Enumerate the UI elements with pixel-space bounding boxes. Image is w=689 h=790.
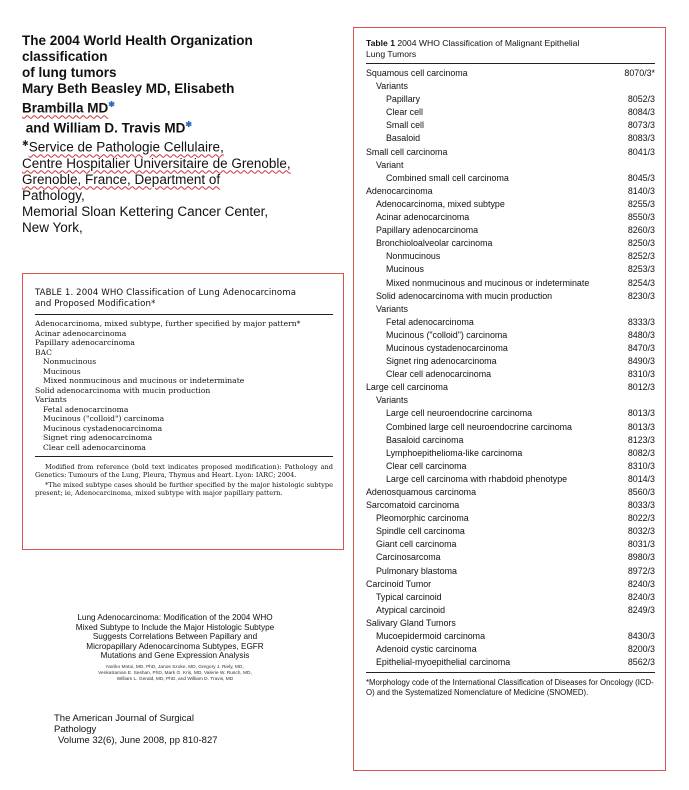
article-title-line: Mutations and Gene Expression Analysis bbox=[100, 651, 250, 661]
table-row: BAC bbox=[35, 347, 52, 357]
table-row bbox=[366, 565, 655, 578]
tumor-name: Fetal adenocarcinoma bbox=[386, 316, 474, 327]
tumor-name: Mixed nonmucinous and mucinous or indeterminate bbox=[386, 277, 590, 288]
table-row bbox=[366, 185, 655, 198]
tumor-name: Adenocarcinoma, mixed subtype bbox=[376, 198, 505, 209]
icd-o-code: 8073/3 bbox=[627, 120, 655, 131]
affiliation-marker-icon: ✱ bbox=[108, 100, 115, 109]
affiliation-line: Grenoble, France, Department of bbox=[22, 171, 221, 187]
tumor-name: Large cell carcinoma with rhabdoid phenotype bbox=[386, 473, 568, 484]
journal-volume: Volume 32(6), June 2008, pp 810-827 bbox=[58, 735, 218, 746]
table-row bbox=[366, 656, 655, 669]
table-row: Solid adenocarcinoma with mucin production bbox=[35, 385, 211, 395]
icd-o-code: 8250/3 bbox=[627, 238, 655, 249]
malignant-epithelial-classification-table bbox=[353, 27, 666, 771]
table-title bbox=[35, 288, 333, 315]
affiliation-marker-icon: ✱ bbox=[185, 119, 193, 129]
tumor-name: Sarcomatoid carcinoma bbox=[366, 500, 460, 511]
article-authors-line: Noriko Motoi, MD, PhD, Janos Szoke, MD, Gregory J. Riely, MD, bbox=[106, 664, 244, 670]
table-footnote: *The mixed subtype cases should be further specified by the major histologic subtype present; ie, Adenocarcinoma, mixed subtype with major papillary pattern. bbox=[35, 480, 333, 498]
icd-o-code: 8033/3 bbox=[627, 500, 655, 511]
table-row bbox=[366, 290, 655, 303]
article-title-line: Mixed Subtype to Include the Major Histologic Subtype bbox=[75, 622, 275, 632]
table-row: Signet ring adenocarcinoma bbox=[43, 433, 153, 442]
author-brambilla: Brambilla MD bbox=[22, 100, 109, 116]
table-row bbox=[366, 211, 655, 224]
journal-name-line: The American Journal of Surgical bbox=[54, 713, 194, 724]
icd-o-code: 8470/3 bbox=[627, 342, 655, 353]
icd-o-code: 8310/3 bbox=[627, 369, 655, 380]
table-row bbox=[366, 407, 655, 420]
table-row bbox=[366, 355, 655, 368]
authors-line: Mary Beth Beasley MD, Elisabeth bbox=[22, 81, 235, 96]
icd-o-code: 8240/3 bbox=[627, 578, 655, 589]
table-row bbox=[366, 460, 655, 473]
table-row bbox=[366, 604, 655, 617]
table-row bbox=[366, 93, 655, 106]
table-row bbox=[366, 486, 655, 499]
table-title-line: Lung Tumors bbox=[366, 49, 417, 59]
authors-line bbox=[22, 97, 322, 117]
table-row bbox=[366, 525, 655, 538]
article-title bbox=[30, 613, 320, 661]
table-row bbox=[366, 434, 655, 447]
table-row: Acinar adenocarcinoma bbox=[35, 328, 127, 338]
table-row bbox=[366, 394, 655, 407]
tumor-name: Large cell carcinoma bbox=[366, 382, 448, 393]
table-row bbox=[366, 106, 655, 119]
icd-o-code: 8123/3 bbox=[627, 434, 655, 445]
tumor-name: Basaloid carcinoma bbox=[386, 434, 464, 445]
icd-o-code: 8980/3 bbox=[627, 552, 655, 563]
tumor-name: Combined large cell neuroendocrine carcinoma bbox=[386, 421, 572, 432]
table-row: Papillary adenocarcinoma bbox=[35, 338, 135, 347]
table-row: Mixed nonmucinous and mucinous or indeterminate bbox=[43, 376, 245, 385]
table-label: Table 1 bbox=[366, 38, 395, 48]
table-title-line bbox=[366, 38, 655, 49]
table-title-line: and Proposed Modification* bbox=[35, 299, 156, 309]
table-row bbox=[366, 159, 655, 172]
table-row: Adenocarcinoma, mixed subtype, further specified by major pattern* bbox=[35, 319, 301, 328]
icd-o-code bbox=[605, 617, 655, 630]
icd-o-code: 8084/3 bbox=[627, 107, 655, 118]
icd-o-code: 8014/3 bbox=[627, 473, 655, 484]
table-footnote: Modified from reference (bold text indicates proposed modification): Pathology and Genetics: Tumours of the Lung, Pleura, Thymus and Heart. Lyon: IARC; 2004. bbox=[35, 463, 333, 480]
table-row bbox=[366, 381, 655, 394]
table-row bbox=[366, 630, 655, 643]
icd-o-code bbox=[605, 394, 655, 407]
icd-o-code: 8260/3 bbox=[627, 225, 655, 236]
tumor-name: Adenoid cystic carcinoma bbox=[376, 644, 477, 655]
table-row: Mucinous cystadenocarcinoma bbox=[43, 423, 163, 433]
table-row bbox=[366, 447, 655, 460]
title-line: The 2004 World Health Organization bbox=[22, 33, 253, 48]
author-travis: and William D. Travis MD bbox=[22, 120, 186, 135]
tumor-name: Acinar adenocarcinoma bbox=[376, 212, 470, 223]
table-row bbox=[366, 132, 655, 145]
icd-o-code: 8253/3 bbox=[627, 264, 655, 275]
header-block bbox=[22, 33, 322, 236]
affiliation-text: Service de Pathologie Cellulaire, bbox=[28, 139, 224, 155]
icd-o-code: 8052/3 bbox=[627, 94, 655, 105]
affiliation-line: Memorial Sloan Kettering Cancer Center, bbox=[22, 203, 269, 219]
icd-o-code: 8013/3 bbox=[627, 408, 655, 419]
tumor-name: Combined small cell carcinoma bbox=[386, 172, 509, 183]
table-row bbox=[366, 198, 655, 211]
icd-o-code: 8045/3 bbox=[627, 172, 655, 183]
table-row bbox=[366, 643, 655, 656]
table-row: Mucinous ("colloid") carcinoma bbox=[43, 414, 165, 423]
tumor-name: Spindle cell carcinoma bbox=[376, 526, 465, 537]
tumor-name: Clear cell adenocarcinoma bbox=[386, 369, 492, 380]
authors-line bbox=[22, 117, 322, 137]
icd-o-code: 8032/3 bbox=[627, 526, 655, 537]
article-authors-line: William L. Gerald, MD, PhD, and William D. Travis, MD bbox=[116, 676, 234, 682]
table-row: Nonmucinous bbox=[43, 357, 97, 366]
icd-o-code bbox=[605, 80, 655, 93]
tumor-name: Adenosquamous carcinoma bbox=[366, 487, 477, 497]
tumor-name: Lymphoepithelioma-like carcinoma bbox=[386, 447, 523, 458]
title-line: classification bbox=[22, 49, 108, 64]
affiliation-marker-icon: ✱ bbox=[22, 139, 29, 148]
article-reference bbox=[30, 613, 320, 683]
icd-o-code: 8972/3 bbox=[627, 565, 655, 576]
affiliations bbox=[22, 136, 322, 236]
tumor-name: Clear cell bbox=[386, 107, 423, 118]
tumor-name: Mucinous cystadenocarcinoma bbox=[386, 342, 508, 353]
icd-o-code: 8012/3 bbox=[627, 382, 655, 393]
icd-o-code bbox=[605, 159, 655, 172]
icd-o-code: 8013/3 bbox=[627, 421, 655, 432]
tumor-name: Large cell neuroendocrine carcinoma bbox=[386, 408, 533, 419]
icd-o-code: 8480/3 bbox=[627, 329, 655, 340]
tumor-name: Variants bbox=[376, 303, 408, 314]
table-footnotes bbox=[35, 457, 333, 498]
tumor-name: Salivary Gland Tumors bbox=[366, 617, 456, 628]
table-row bbox=[366, 67, 655, 80]
icd-o-code: 8200/3 bbox=[627, 644, 655, 655]
table-row bbox=[366, 329, 655, 342]
table-row bbox=[366, 172, 655, 185]
icd-o-code: 8240/3 bbox=[627, 591, 655, 602]
journal-name-line: Pathology bbox=[54, 724, 97, 735]
tumor-name: Bronchioloalveolar carcinoma bbox=[376, 238, 493, 249]
table-row bbox=[366, 551, 655, 564]
icd-o-code: 8249/3 bbox=[627, 604, 655, 615]
tumor-name: Mucinous bbox=[386, 264, 424, 275]
affiliation-line: New York, bbox=[22, 219, 83, 235]
table-body bbox=[366, 64, 655, 673]
table-row bbox=[366, 303, 655, 316]
icd-o-code: 8140/3 bbox=[627, 185, 655, 196]
article-title-line: Suggests Correlations Between Papillary and bbox=[92, 632, 258, 642]
icd-o-code: 8310/3 bbox=[627, 460, 655, 471]
icd-o-code: 8083/3 bbox=[627, 133, 655, 144]
tumor-name: Adenocarcinoma bbox=[366, 185, 433, 196]
table-row bbox=[366, 421, 655, 434]
tumor-name: Carcinoid Tumor bbox=[366, 578, 432, 589]
table-row bbox=[366, 146, 655, 159]
table-row bbox=[366, 80, 655, 93]
affiliation-line: Pathology, bbox=[22, 187, 85, 203]
icd-o-code: 8230/3 bbox=[627, 290, 655, 301]
title-line: of lung tumors bbox=[22, 65, 117, 80]
tumor-name: Epithelial-myoepithelial carcinoma bbox=[376, 657, 511, 668]
icd-o-code: 8333/3 bbox=[627, 316, 655, 327]
table-row bbox=[366, 473, 655, 486]
table-row: Mucinous bbox=[43, 366, 81, 376]
icd-o-code: 8252/3 bbox=[627, 251, 655, 262]
icd-o-code: 8022/3 bbox=[627, 513, 655, 524]
tumor-name: Atypical carcinoid bbox=[376, 604, 446, 615]
icd-o-code: 8255/3 bbox=[627, 198, 655, 209]
icd-o-code: 8041/3 bbox=[627, 146, 655, 157]
icd-o-code bbox=[605, 303, 655, 316]
tumor-name: Squamous cell carcinoma bbox=[366, 68, 468, 78]
icd-o-code: 8254/3 bbox=[627, 277, 655, 288]
tumor-name: Carcinosarcoma bbox=[376, 552, 441, 563]
table-row bbox=[366, 342, 655, 355]
icd-o-code: 8490/3 bbox=[627, 356, 655, 367]
tumor-name: Mucinous ("colloid") carcinoma bbox=[386, 329, 508, 340]
article-title-line: Micropapillary Adenocarcinoma Subtypes, EGFR bbox=[86, 641, 264, 651]
table-row bbox=[366, 237, 655, 250]
tumor-name: Variants bbox=[376, 395, 408, 406]
tumor-name: Giant cell carcinoma bbox=[376, 539, 457, 550]
tumor-name: Signet ring adenocarcinoma bbox=[386, 356, 497, 367]
tumor-name: Variants bbox=[376, 81, 408, 92]
adenocarcinoma-classification-table bbox=[22, 273, 344, 550]
affiliation-line: Centre Hospitalier Universitaire de Grenoble, bbox=[22, 155, 291, 171]
table-row bbox=[366, 316, 655, 329]
table-row bbox=[366, 591, 655, 604]
article-authors-line: Venkatraman E. Seshan, PhD, Mark G. Kris, MD, Valerie W. Rusch, MD, bbox=[98, 670, 252, 676]
icd-o-code: 8430/3 bbox=[627, 631, 655, 642]
table-title bbox=[366, 38, 655, 64]
table-row: Clear cell adenocarcinoma bbox=[43, 442, 146, 452]
tumor-name: Typical carcinoid bbox=[376, 591, 442, 602]
tumor-name: Pulmonary blastoma bbox=[376, 565, 457, 576]
tumor-name: Papillary adenocarcinoma bbox=[376, 225, 479, 236]
table-row bbox=[366, 617, 655, 630]
document-title bbox=[22, 33, 322, 81]
tumor-name: Small cell bbox=[386, 120, 424, 131]
table-row bbox=[366, 512, 655, 525]
table-row bbox=[366, 578, 655, 591]
table-row bbox=[366, 250, 655, 263]
icd-o-code: 8031/3 bbox=[627, 539, 655, 550]
tumor-name: Pleomorphic carcinoma bbox=[376, 513, 469, 524]
icd-o-code: 8560/3 bbox=[627, 487, 655, 497]
tumor-name: Small cell carcinoma bbox=[366, 146, 448, 157]
table-title-line: TABLE 1. 2004 WHO Classification of Lung Adenocarcinoma bbox=[35, 288, 297, 298]
table-title-text: 2004 WHO Classification of Malignant Epithelial bbox=[394, 38, 580, 48]
article-authors bbox=[30, 665, 320, 683]
table-row bbox=[366, 368, 655, 381]
table-row bbox=[366, 224, 655, 237]
authors bbox=[22, 81, 322, 136]
icd-o-code: 8550/3 bbox=[627, 212, 655, 223]
journal-citation bbox=[54, 713, 218, 746]
tumor-name: Nonmucinous bbox=[386, 251, 441, 262]
article-title-line: Lung Adenocarcinoma: Modification of the 2004 WHO bbox=[77, 613, 273, 622]
icd-o-code: 8070/3* bbox=[624, 68, 655, 78]
affiliation-line bbox=[22, 136, 322, 156]
table-row bbox=[366, 263, 655, 276]
tumor-name: Variant bbox=[376, 159, 404, 170]
tumor-name: Papillary bbox=[386, 94, 421, 105]
table-row: Fetal adenocarcinoma bbox=[43, 404, 129, 414]
table-row bbox=[366, 119, 655, 132]
icd-o-code: 8082/3 bbox=[627, 447, 655, 458]
table-footnote: *Morphology code of the International Classification of Diseases for Oncology (ICD-O) and the Systematized Nomenclature of Medicine (SNOMED). bbox=[366, 678, 654, 698]
tumor-name: Basaloid bbox=[386, 133, 421, 144]
table-row bbox=[366, 277, 655, 290]
tumor-name: Mucoepidermoid carcinoma bbox=[376, 631, 486, 642]
table-row bbox=[366, 538, 655, 551]
table-body bbox=[35, 315, 333, 457]
table-row bbox=[366, 499, 655, 512]
icd-o-code: 8562/3 bbox=[627, 657, 655, 668]
tumor-name: Solid adenocarcinoma with mucin production bbox=[376, 290, 553, 301]
tumor-name: Clear cell carcinoma bbox=[386, 460, 467, 471]
table-row: Variants bbox=[35, 395, 67, 404]
